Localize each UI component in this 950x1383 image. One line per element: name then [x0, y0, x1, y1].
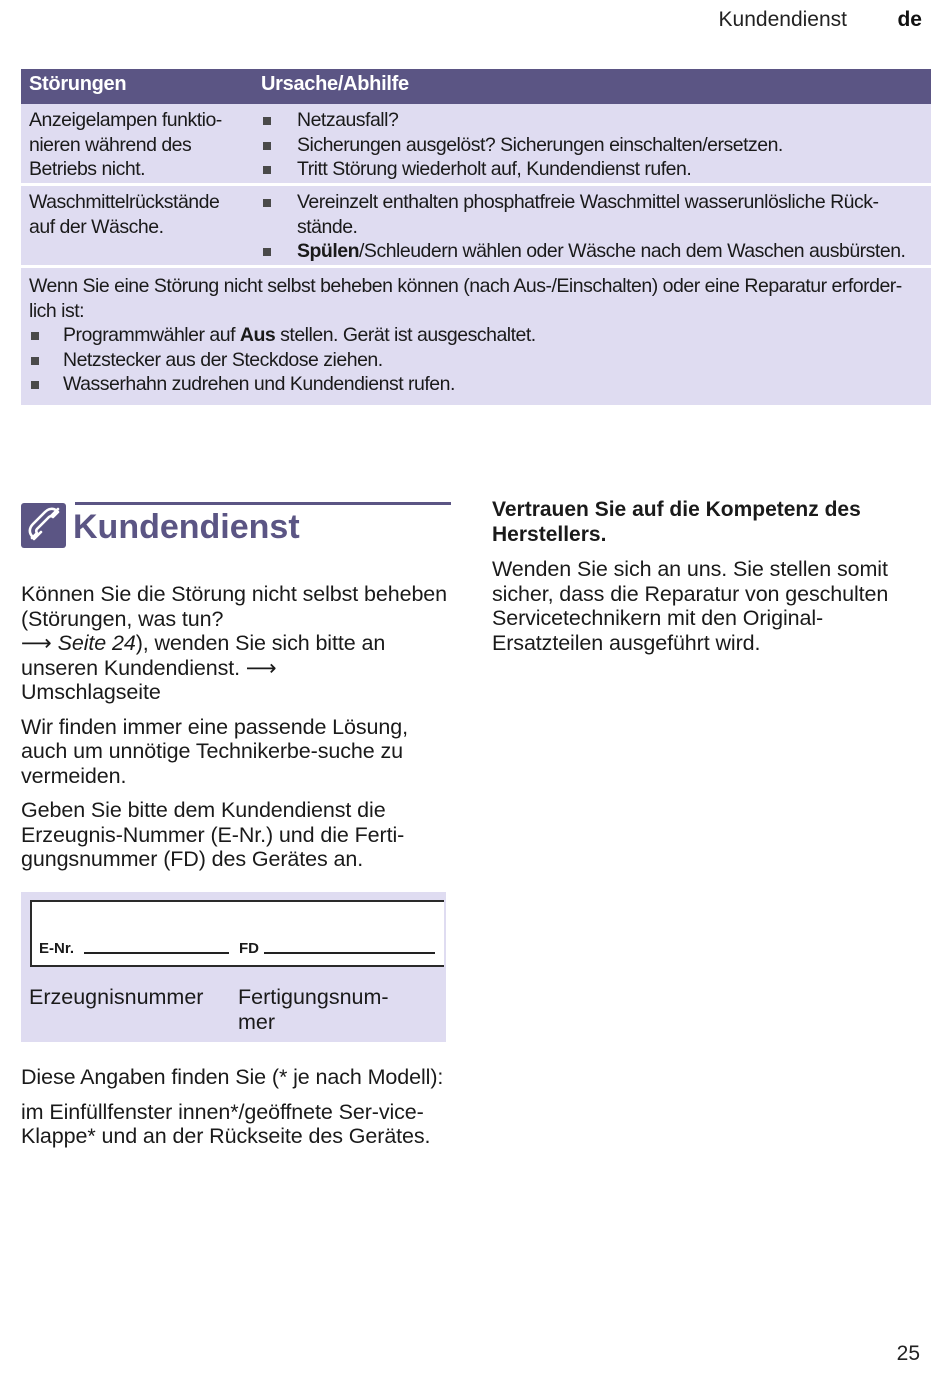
location-info [21, 1065, 453, 1159]
table-header [21, 69, 931, 104]
fault-cell [29, 190, 244, 239]
section-title: Kundendienst [73, 508, 300, 546]
paragraph: Diese Angaben finden Sie (* je nach Modell): [21, 1065, 444, 1089]
fd-label: FD [239, 940, 259, 957]
paragraph: im Einfüllfenster innen*/geöffnete Ser-vice-Klappe* und an der Rückseite des Gerätes. [21, 1099, 431, 1148]
list-item: Sicherungen ausgelöst? Sicherungen einschalten/ersetzen. [261, 133, 926, 158]
rating-plate [30, 900, 444, 967]
note-list [29, 323, 923, 397]
enr-label: E-Nr. [39, 940, 75, 957]
list-item: Netzstecker aus der Steckdose ziehen. [29, 348, 923, 373]
list-item: Tritt Störung wiederholt auf, Kundendienst rufen. [261, 157, 926, 182]
section-heading [21, 500, 453, 552]
list-item: Wasserhahn zudrehen und Kundendienst rufen. [29, 372, 923, 397]
list-item: Vereinzelt enthalten phosphatfreie Waschmittel wasserunlösliche Rück-stände. [261, 190, 926, 239]
paragraph: Geben Sie bitte dem Kundendienst die Erzeugnis-Nummer (E-Nr.) und die Ferti-gungsnummer (FD) des Gerätes an. [21, 798, 405, 871]
paragraph [21, 582, 453, 705]
fault-text: Waschmittelrückstände auf der Wäsche. [29, 191, 220, 238]
paragraph-text: ), wenden Sie sich bitte an unseren Kundendienst. [21, 631, 386, 680]
trust-heading: Vertrauen Sie auf die Kompetenz des Herstellers. [492, 498, 861, 546]
list-item [29, 323, 923, 348]
column-header-faults: Störungen [29, 73, 127, 95]
fault-cell [29, 108, 244, 182]
header-section-title: Kundendienst [718, 8, 847, 31]
remedy-list [261, 108, 926, 182]
page-number: 25 [896, 1342, 920, 1365]
arrow-icon: ⟶ [245, 655, 277, 680]
troubleshooting-table [21, 69, 931, 405]
column-header-remedy: Ursache/Abhilfe [261, 73, 409, 95]
note-text: Programmwähler auf [63, 324, 240, 346]
arrow-icon: ⟶ [21, 631, 52, 655]
cover-page-reference: Umschlagseite [21, 680, 161, 704]
note-text: stellen. Gerät ist ausgeschaltet. [275, 324, 536, 346]
trust-text: Wenden Sie sich an uns. Sie stellen somit sicher, dass die Reparatur von geschulten Servicetechnikern mit den Original-Ersatzteilen ausgeführt wird. [492, 557, 889, 655]
table-row [21, 186, 931, 265]
enr-line [84, 952, 229, 954]
rinse-keyword: Spülen [297, 240, 360, 262]
fault-text: Anzeigelampen funktio-nieren während des Betriebs nicht. [29, 109, 222, 180]
page-header [0, 8, 950, 38]
rating-plate-box [21, 892, 446, 1042]
section-body [21, 582, 453, 872]
list-item: Netzausfall? [261, 108, 926, 133]
list-item [261, 239, 926, 264]
remedy-list [261, 190, 926, 264]
heading-rule [75, 502, 451, 505]
off-keyword: Aus [239, 324, 276, 346]
language-code: de [897, 8, 922, 31]
customer-service-section [21, 500, 453, 882]
note-intro: Wenn Sie eine Störung nicht selbst beheben können (nach Aus-/Einschalten) oder eine Reparatur erforder-lich ist: [29, 275, 902, 322]
production-number-label: Fertigungsnum-mer [238, 985, 389, 1034]
repair-note [21, 268, 931, 405]
fd-line [264, 952, 435, 954]
phone-icon [21, 503, 66, 548]
page-reference-link[interactable]: Seite 24 [57, 631, 136, 655]
remedy-text: /Schleudern wählen oder Wäsche nach dem Waschen ausbürsten. [359, 240, 906, 262]
product-number-label: Erzeugnisnummer [29, 985, 204, 1009]
table-row [21, 104, 931, 183]
paragraph-text: Können Sie die Störung nicht selbst beheben (Störungen, was tun? [21, 582, 448, 631]
trust-section [492, 498, 922, 655]
paragraph: Wir finden immer eine passende Lösung, auch um unnötige Technikerbe-suche zu vermeiden. [21, 714, 408, 788]
